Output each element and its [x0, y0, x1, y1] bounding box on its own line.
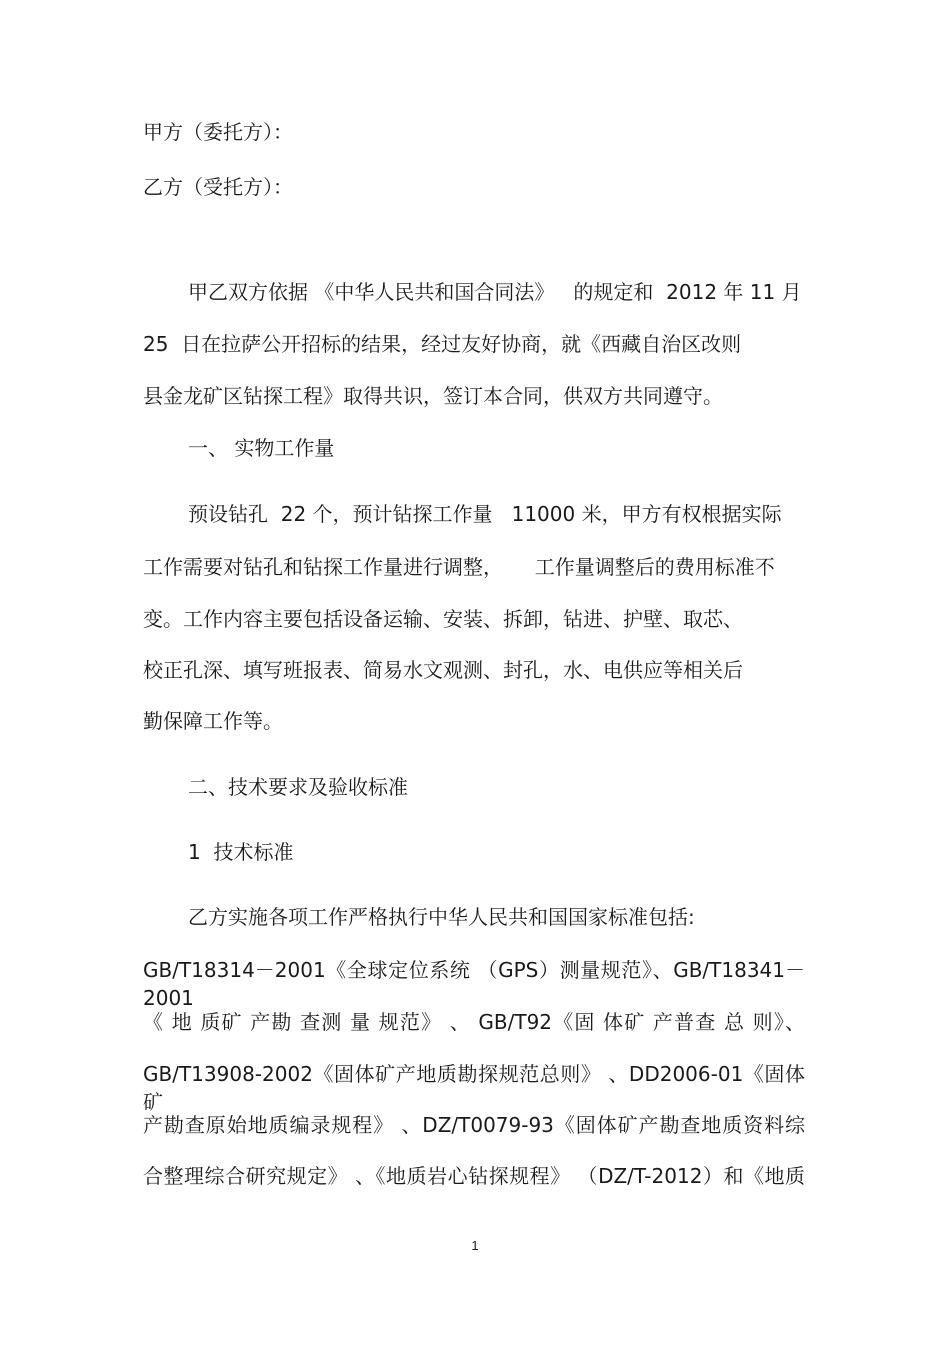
paragraph-line: 乙方实施各项工作严格执行中华人民共和国国家标准包括: [188, 905, 695, 929]
intro-line: 甲乙双方依据 《中华人民共和国合同法》 的规定和 2012 年 11 月 [188, 280, 802, 304]
party-a-label: 甲方（委托方）： [143, 120, 293, 144]
paragraph-line: 《 地 质矿 产勘 查测 量 规范》 、 GB/T92《固 体矿 产普查 总 则》、 [143, 1010, 805, 1034]
paragraph-line: 工作需要对钻孔和钻探工作量进行调整， 工作量调整后的费用标准不 [143, 555, 775, 579]
paragraph-line: 预设钻孔 22 个，预计钻探工作量 11000 米，甲方有权根据实际 [188, 502, 782, 526]
subsection-heading: 1 技术标准 [188, 840, 294, 864]
paragraph-line: 合整理综合研究规定》 、《地质岩心钻探规程》 （DZ/T-2012）和《地质 [143, 1164, 805, 1188]
party-b-label: 乙方（受托方）： [143, 175, 293, 199]
section-heading: 一、 实物工作量 [188, 436, 335, 460]
intro-line: 县金龙矿区钻探工程》取得共识，签订本合同，供双方共同遵守。 [143, 384, 723, 408]
paragraph-line: 产勘查原始地质编录规程》 、DZ/T0079-93《固体矿产勘查地质资料综 [143, 1113, 805, 1137]
paragraph-line: 校正孔深、填写班报表、简易水文观测、封孔，水、电供应等相关后 [143, 658, 743, 682]
section-heading: 二、技术要求及验收标准 [188, 775, 408, 799]
paragraph-line: GB/T13908-2002《固体矿产地质勘探规范总则》 、DD2006-01《固体矿 [143, 1062, 805, 1114]
paragraph-line: 勤保障工作等。 [143, 709, 283, 733]
page-number: 1 [471, 1238, 479, 1253]
paragraph-line: GB/T18314－2001《全球定位系统 （GPS）测量规范》、GB/T18341－2001 [143, 958, 805, 1010]
intro-line: 25 日在拉萨公开招标的结果，经过友好协商，就《西藏自治区改则 [143, 332, 742, 356]
paragraph-line: 变。工作内容主要包括设备运输、安装、拆卸，钻进、护壁、取芯、 [143, 607, 743, 631]
